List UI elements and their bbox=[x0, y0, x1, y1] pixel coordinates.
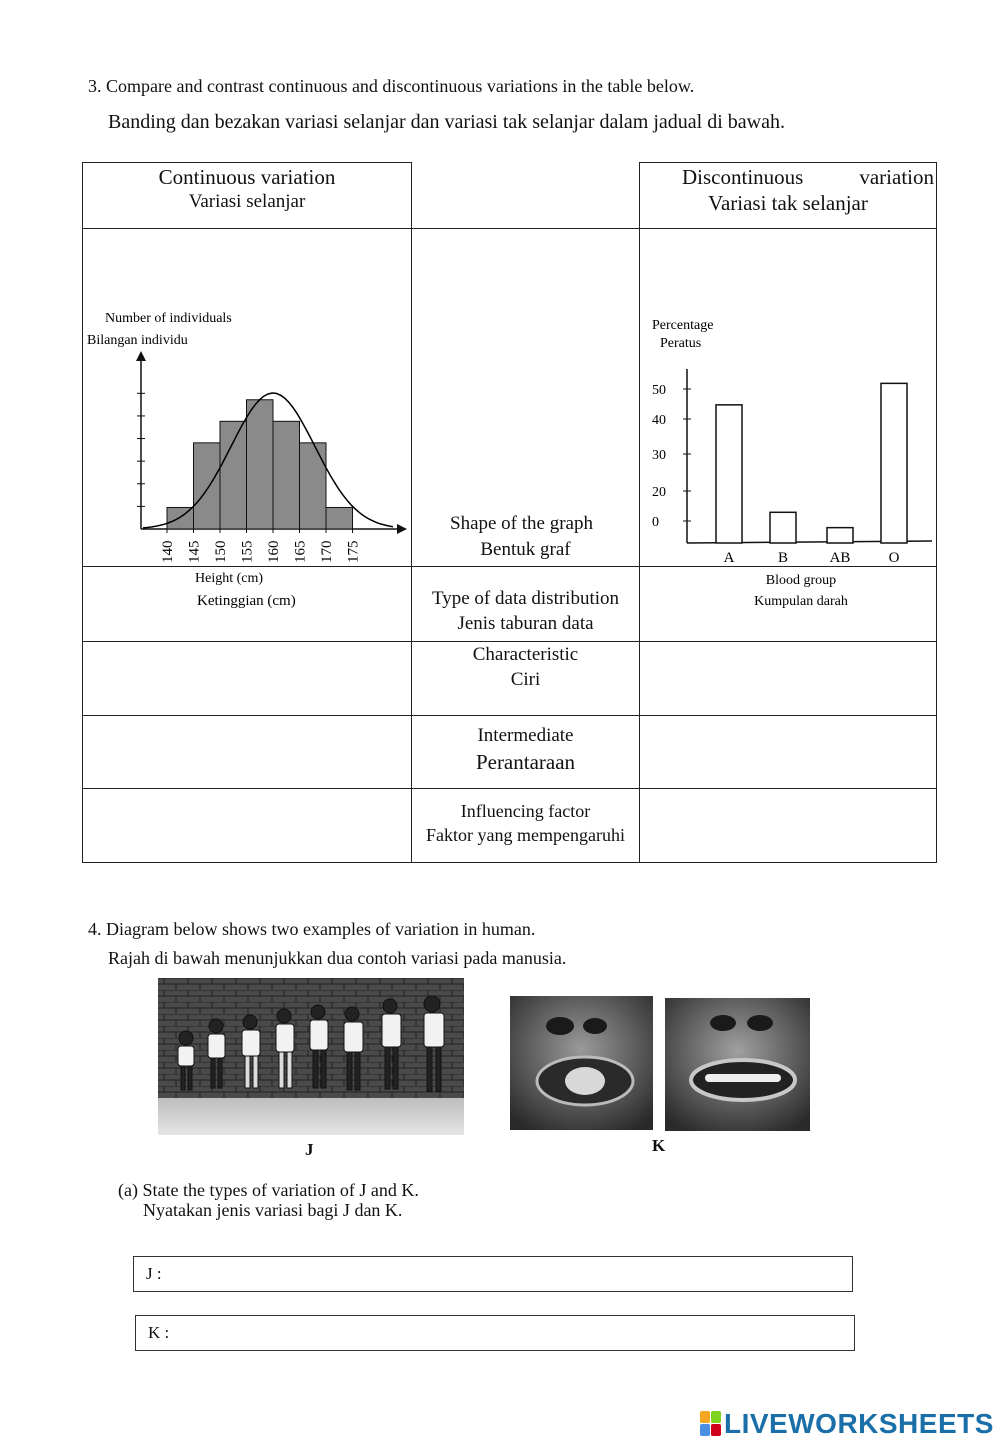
answer-k-input[interactable] bbox=[180, 1319, 848, 1347]
row-distribution-ms: Jenis taburan data bbox=[457, 613, 594, 634]
live-badge-icon bbox=[700, 1411, 722, 1437]
bar-x-label: AB bbox=[829, 550, 851, 566]
row-factor-ms: Faktor yang mempengaruhi bbox=[426, 825, 625, 845]
hist-x-tick-label: 140 bbox=[160, 540, 176, 563]
hist-x-tick-label: 165 bbox=[292, 540, 309, 563]
bloodgroup-chart bbox=[640, 229, 937, 609]
answer-cell-characteristic-continuous[interactable] bbox=[83, 642, 412, 716]
header-discontinuous bbox=[640, 163, 937, 229]
answer-j-input[interactable] bbox=[178, 1260, 846, 1288]
bar-ylabel-ms: Peratus bbox=[660, 336, 702, 351]
bar-xlabel-en: Blood group bbox=[765, 573, 837, 588]
answer-cell-distribution-discontinuous[interactable] bbox=[640, 567, 937, 642]
hist-bar bbox=[300, 443, 327, 529]
answer-cell-intermediate-continuous[interactable] bbox=[83, 716, 412, 789]
q4-instruction-ms: Rajah di bawah menunjukkan dua contoh variasi pada manusia. bbox=[108, 948, 567, 968]
children-photo-illustration bbox=[158, 978, 464, 1135]
liveworksheets-logo[interactable] bbox=[700, 1408, 994, 1440]
hist-x-tick-label: 145 bbox=[186, 540, 203, 563]
row-characteristic-en: Characteristic bbox=[472, 644, 579, 665]
label-k: K bbox=[652, 1136, 666, 1155]
bar-y-tick-label: 0 bbox=[652, 515, 659, 530]
label-j: J bbox=[305, 1140, 314, 1159]
answer-cell-factor-discontinuous[interactable] bbox=[640, 789, 937, 863]
q3-instruction-en: 3. Compare and contrast continuous and discontinuous variations in the table below. bbox=[88, 76, 695, 96]
header-continuous bbox=[83, 163, 412, 229]
bar-xlabel-ms: Kumpulan darah bbox=[754, 594, 848, 609]
row-shape-en: Shape of the graph bbox=[450, 513, 593, 534]
header-discontinuous-en-a: Discontinuous bbox=[682, 165, 804, 189]
answer-cell-factor-continuous[interactable] bbox=[83, 789, 412, 863]
hist-bar bbox=[326, 507, 353, 529]
answer-box-j[interactable] bbox=[133, 1256, 853, 1292]
row-characteristic-ms: Ciri bbox=[510, 669, 541, 690]
header-discontinuous-ms: Variasi tak selanjar bbox=[708, 191, 868, 215]
hist-bar bbox=[194, 443, 221, 529]
bar-x-label: A bbox=[723, 550, 735, 566]
bar-O bbox=[881, 383, 907, 543]
hist-xlabel-en: Height (cm) bbox=[195, 571, 264, 586]
hist-x-tick-label: 160 bbox=[266, 540, 282, 563]
photo-j-children bbox=[158, 978, 464, 1135]
mouth-rolled-tongue bbox=[510, 996, 653, 1130]
header-continuous-ms: Variasi selanjar bbox=[188, 191, 306, 212]
answer-cell-characteristic-discontinuous[interactable] bbox=[640, 642, 937, 716]
hist-xlabel-ms: Ketinggian (cm) bbox=[197, 593, 296, 609]
hist-x-tick-label: 155 bbox=[239, 540, 256, 563]
hist-x-tick-label: 175 bbox=[345, 540, 362, 563]
photo-k-left bbox=[510, 996, 653, 1130]
hist-x-arrow bbox=[397, 524, 407, 534]
row-intermediate-en: Intermediate bbox=[477, 725, 574, 746]
hist-bar bbox=[273, 421, 300, 529]
answer-cell-distribution-continuous[interactable] bbox=[83, 567, 412, 642]
q4a-question-ms: Nyatakan jenis variasi bagi J dan K. bbox=[143, 1200, 403, 1220]
header-discontinuous-en-b: variation bbox=[859, 165, 934, 189]
hist-ylabel-en: Number of individuals bbox=[105, 311, 232, 326]
discontinuous-graph-cell bbox=[640, 229, 937, 609]
bar-x-label: B bbox=[777, 550, 789, 566]
row-intermediate-ms: Perantaraan bbox=[475, 750, 576, 774]
bar-AB bbox=[827, 528, 853, 543]
header-continuous-en: Continuous variation bbox=[158, 165, 336, 189]
bar-y-tick-label: 30 bbox=[652, 448, 666, 463]
q4a-question-en: (a) State the types of variation of J and K. bbox=[118, 1180, 419, 1200]
answer-k-label: K : bbox=[148, 1323, 170, 1342]
row-shape-ms: Bentuk graf bbox=[480, 539, 571, 560]
hist-bar bbox=[220, 421, 247, 529]
bar-A bbox=[716, 405, 742, 543]
bar-B bbox=[770, 512, 796, 543]
bar-y-tick-label: 40 bbox=[652, 413, 666, 428]
histogram-chart bbox=[83, 229, 412, 609]
brand-name: LIVEWORKSHEETS bbox=[724, 1408, 994, 1439]
mouth-flat-tongue bbox=[665, 998, 810, 1131]
comparison-table bbox=[82, 162, 937, 863]
bar-y-tick-label: 20 bbox=[652, 485, 666, 500]
hist-y-arrow bbox=[136, 351, 146, 361]
hist-x-tick-label: 170 bbox=[319, 540, 335, 563]
q4-instruction-en: 4. Diagram below shows two examples of variation in human. bbox=[88, 919, 536, 939]
row-distribution-en: Type of data distribution bbox=[431, 588, 620, 609]
continuous-graph-cell bbox=[83, 229, 412, 609]
bar-y-tick-label: 50 bbox=[652, 383, 666, 398]
row-factor-en: Influencing factor bbox=[460, 801, 591, 821]
bar-x-label: O bbox=[888, 550, 900, 566]
q3-instruction-ms: Banding dan bezakan variasi selanjar dan variasi tak selanjar dalam jadual di bawah. bbox=[108, 111, 785, 133]
hist-bar bbox=[247, 400, 274, 529]
answer-j-label: J : bbox=[146, 1264, 162, 1283]
photo-k-right bbox=[665, 998, 810, 1131]
shape-label-cell bbox=[412, 229, 640, 567]
hist-x-tick-label: 150 bbox=[213, 540, 229, 563]
answer-box-k[interactable] bbox=[135, 1315, 855, 1351]
header-middle-empty bbox=[412, 163, 640, 229]
answer-cell-intermediate-discontinuous[interactable] bbox=[640, 716, 937, 789]
hist-ylabel-ms: Bilangan individu bbox=[87, 333, 188, 348]
bar-ylabel-en: Percentage bbox=[652, 318, 714, 333]
